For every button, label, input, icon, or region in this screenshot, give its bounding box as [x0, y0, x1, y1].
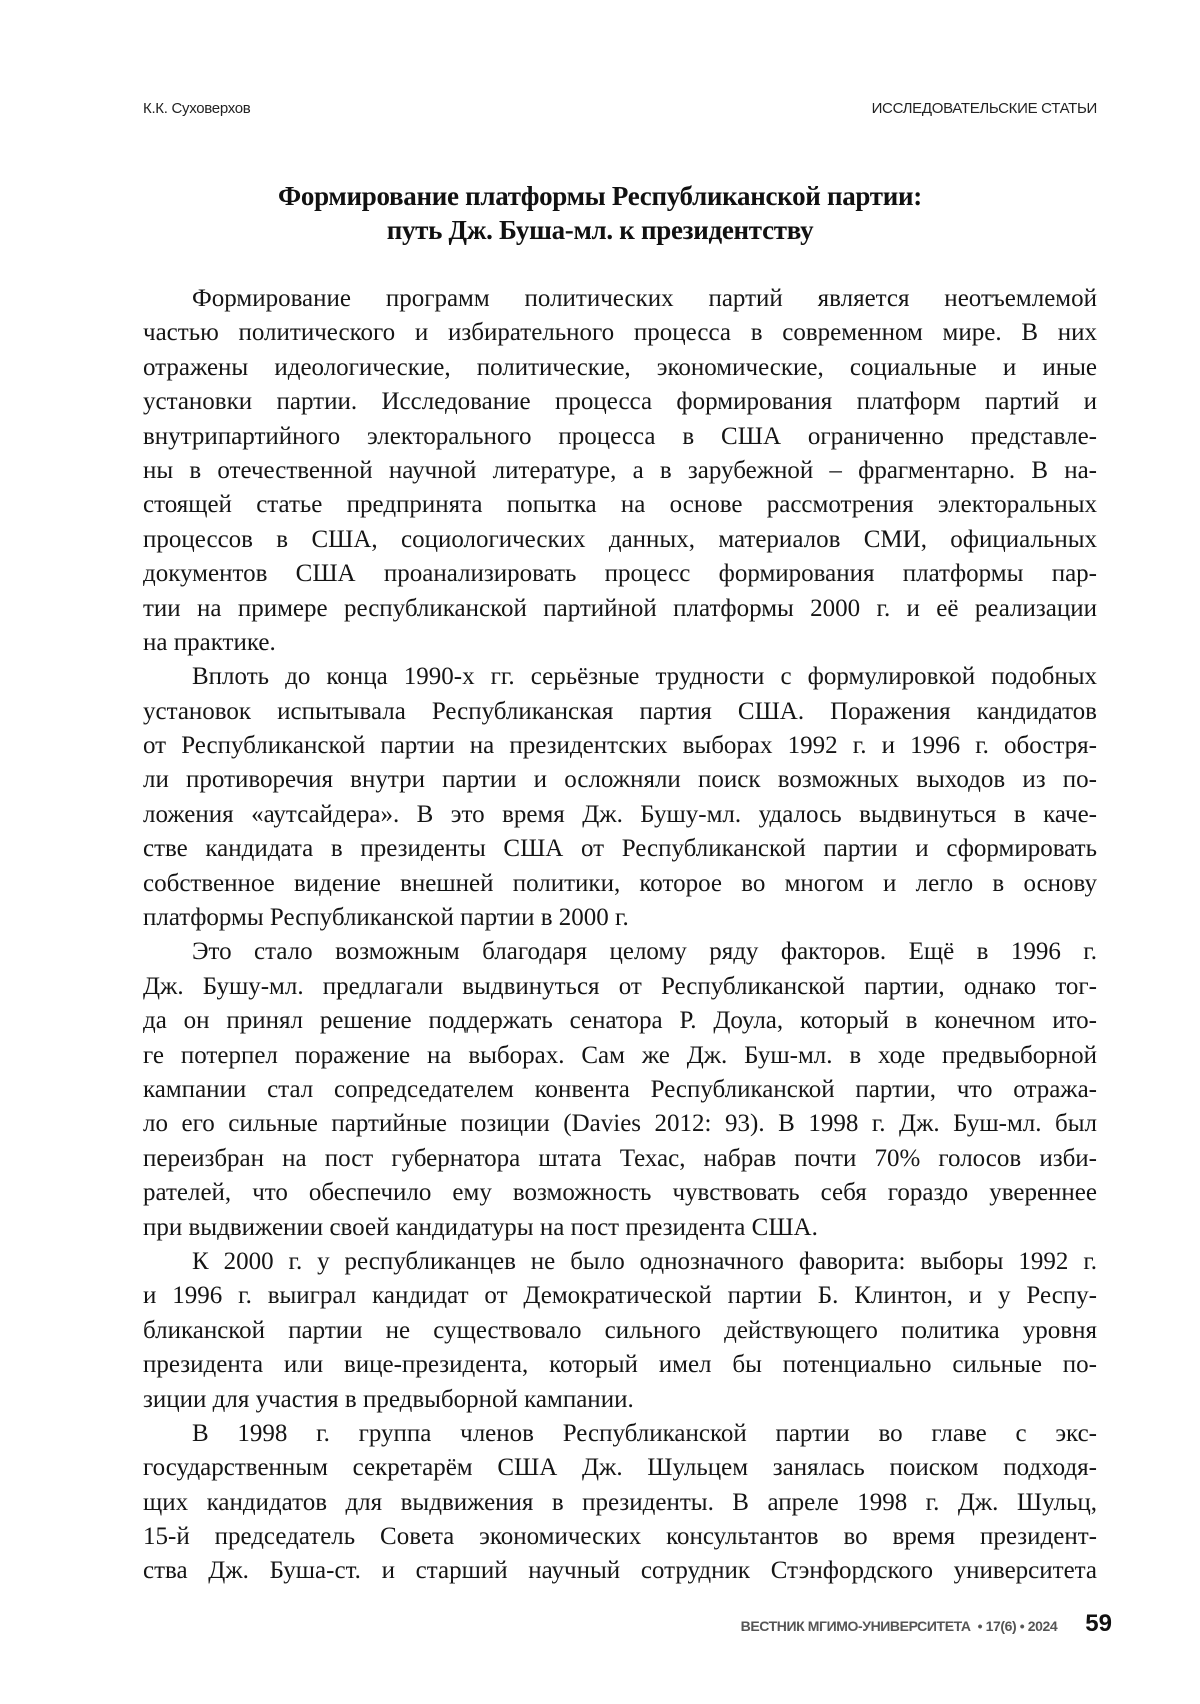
text-line: тии на примере республиканской партийной платформы 2000 г. и её реализации [143, 594, 1097, 622]
text-line: ства Дж. Буша-ст. и старший научный сотрудник Стэнфордского университета [143, 1557, 1097, 1585]
text-line: президента или вице-президента, который имел бы потенциально сильные по- [143, 1351, 1097, 1379]
text-line: на практике. [143, 628, 276, 656]
running-head-section: ИССЛЕДОВАТЕЛЬСКИЕ СТАТЬИ [871, 100, 1097, 117]
text-line: стоящей статье предпринята попытка на основе рассмотрения электоральных [143, 491, 1097, 519]
text-line: процессов в США, социологических данных, материалов СМИ, официальных [143, 525, 1097, 553]
text-line: Вплоть до конца 1990-х гг. серьёзные трудности с формулировкой подобных [192, 663, 1097, 691]
text-line: документов США проанализировать процесс формирования платформы пар- [143, 560, 1097, 588]
paragraph [143, 1417, 1097, 1589]
text-line: щих кандидатов для выдвижения в президенты. В апреле 1998 г. Дж. Шульц, [143, 1488, 1097, 1516]
article-title-line-2: путь Дж. Буша-мл. к президентству [386, 215, 814, 245]
text-line: ли противоречия внутри партии и осложняли поиск возможных выходов из по- [143, 766, 1097, 794]
text-line: платформы Республиканской партии в 2000 г. [143, 904, 629, 932]
text-line: установок испытывала Республиканская партия США. Поражения кандидатов [143, 697, 1097, 725]
text-line: зиции для участия в предвыборной кампании. [143, 1385, 634, 1413]
text-line: и 1996 г. выиграл кандидат от Демократической партии Б. Клинтон, и у Респу- [143, 1282, 1097, 1310]
text-line: бликанской партии не существовало сильного действующего политика уровня [143, 1316, 1097, 1344]
text-line: Формирование программ политических партий является неотъемлемой [192, 285, 1097, 312]
text-line: Это стало возможным благодаря целому ряду факторов. Ещё в 1996 г. [192, 938, 1097, 966]
text-line: стве кандидата в президенты США от Республиканской партии и сформировать [143, 835, 1097, 863]
text-line: от Республиканской партии на президентских выборах 1992 г. и 1996 г. обостря- [143, 732, 1097, 760]
text-line: переизбран на пост губернатора штата Техас, набрав почти 70% голосов изби- [143, 1144, 1097, 1172]
text-line: частью политического и избирательного процесса в современном мире. В них [143, 319, 1097, 347]
page-number: 59 [1085, 1610, 1112, 1637]
text-line: установки партии. Исследование процесса формирования платформ партий и [143, 388, 1097, 416]
text-line: К 2000 г. у республиканцев не было однозначного фаворита: выборы 1992 г. [192, 1247, 1097, 1275]
running-head-author: К.К. Суховерхов [143, 100, 251, 117]
paragraph [143, 935, 1097, 1245]
text-line: ге потерпел поражение на выборах. Сам же Дж. Буш-мл. в ходе предвыборной [143, 1041, 1097, 1069]
text-line: при выдвижении своей кандидатуры на пост президента США. [143, 1213, 818, 1241]
text-line: внутрипартийного электорального процесса в США ограниченно представле- [143, 422, 1097, 450]
text-line: ло его сильные партийные позиции (Davies 2012: 93). В 1998 г. Дж. Буш-мл. был [143, 1110, 1097, 1138]
text-line: ложения «аутсайдера». В это время Дж. Бушу-мл. удалось выдвинуться в каче- [143, 800, 1097, 828]
paragraph [143, 282, 1097, 660]
paragraph [143, 1245, 1097, 1417]
text-line: да он принял решение поддержать сенатора Р. Доула, который в конечном ито- [143, 1007, 1097, 1035]
text-line: отражены идеологические, политические, экономические, социальные и иные [143, 353, 1097, 381]
paragraph [143, 660, 1097, 935]
text-line: 15-й председатель Совета экономических консультантов во время президент- [143, 1523, 1097, 1551]
text-line: В 1998 г. группа членов Республиканской партии во главе с экс- [192, 1419, 1097, 1447]
article-body [143, 282, 1097, 1589]
text-line: кампании стал сопредседателем конвента Республиканской партии, что отража- [143, 1075, 1097, 1103]
footer-journal-info: ВЕСТНИК МГИМО-УНИВЕРСИТЕТА • 17(6) • 2024 [740, 1618, 1058, 1634]
page-footer [741, 1610, 1112, 1638]
article-title-line-1: Формирование платформы Республиканской партии: [278, 181, 922, 211]
text-line: собственное видение внешней политики, которое во многом и легло в основу [143, 869, 1097, 897]
text-line: рателей, что обеспечило ему возможность чувствовать себя гораздо увереннее [143, 1179, 1097, 1207]
text-line: ны в отечественной научной литературе, а в зарубежной – фрагментарно. В на- [143, 456, 1097, 484]
text-line: государственным секретарём США Дж. Шульцем занялась поиском подходя- [143, 1454, 1097, 1482]
text-line: Дж. Бушу-мл. предлагали выдвинуться от Республиканской партии, однако тог- [143, 972, 1097, 1000]
